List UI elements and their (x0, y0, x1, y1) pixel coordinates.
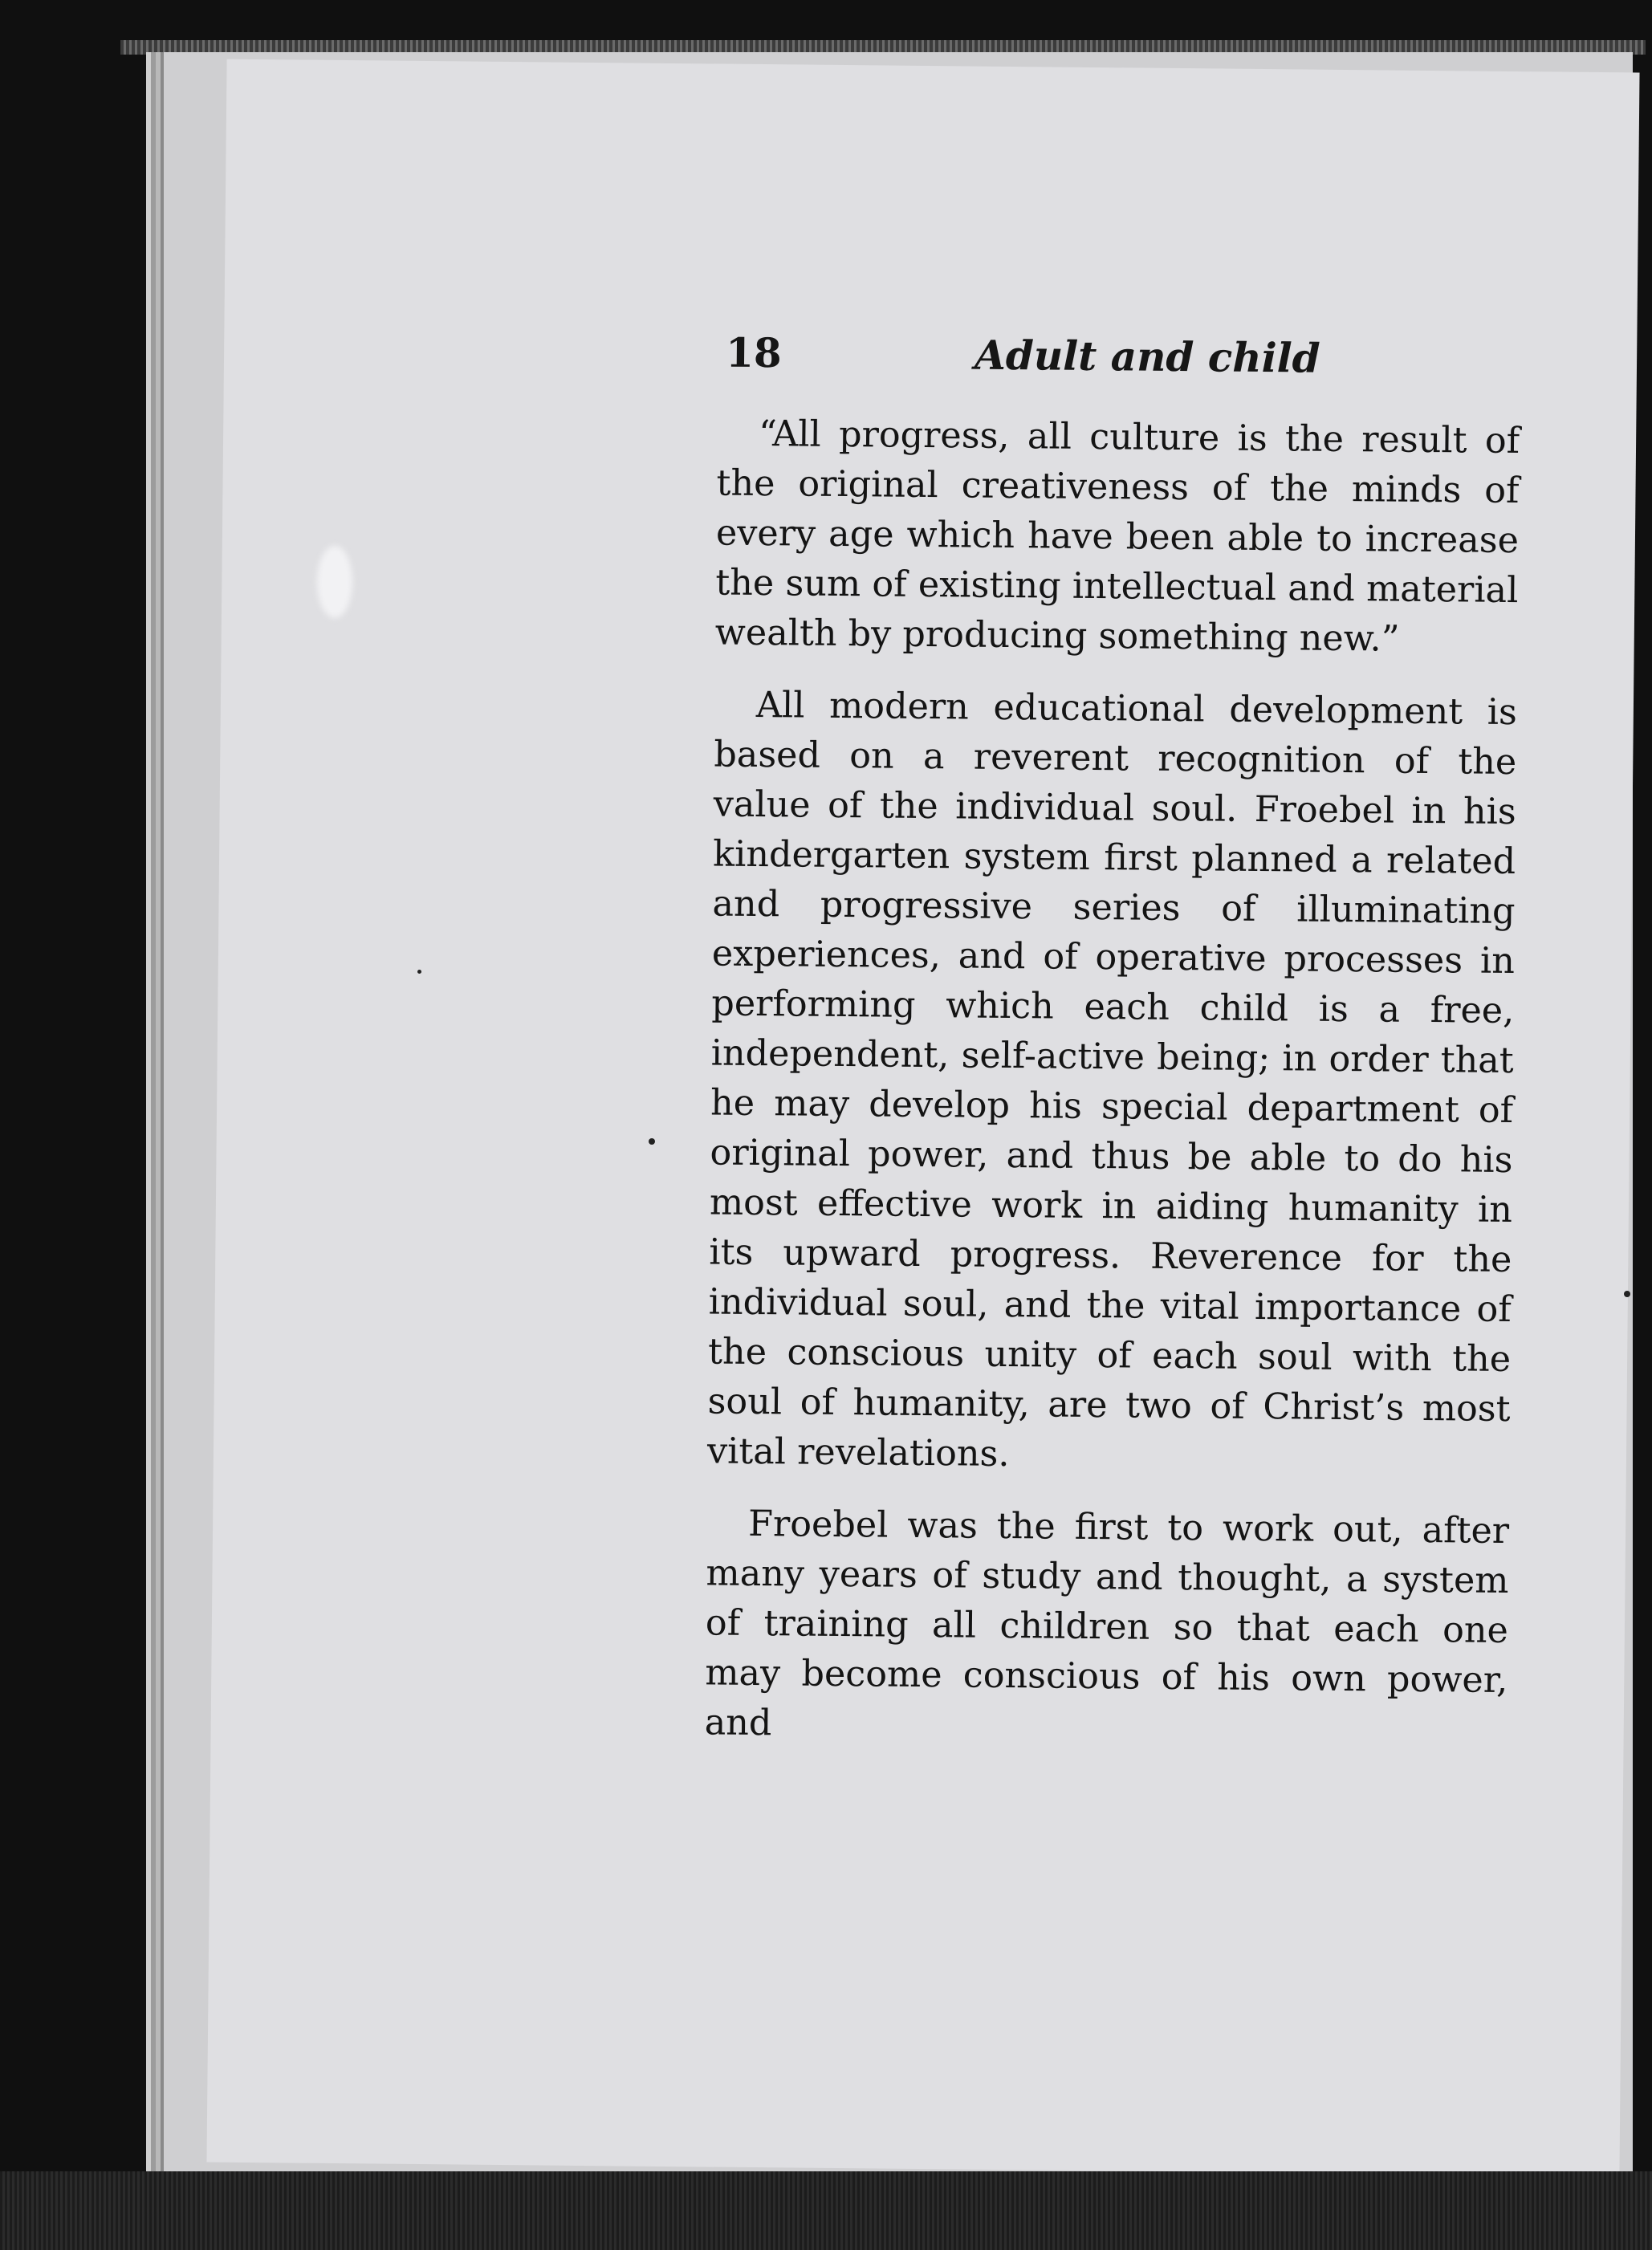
paragraph-froebel: Froebel was the first to work out, after many years of study and thought, a system of training all children so that each one may become conscious of his own power, and (704, 1503, 1510, 1744)
running-head (726, 321, 1529, 401)
book-page (206, 59, 1639, 2176)
page-number: 18 (725, 328, 783, 377)
body-text (704, 409, 1520, 1778)
scan-speck (649, 1138, 655, 1145)
scan-speck (417, 970, 421, 974)
scan-smudge (317, 546, 352, 618)
running-title: Adult and child (974, 331, 1320, 382)
scan-speck (1624, 1291, 1630, 1297)
paragraph-education: All modern educational development is based on a reverent recognition of the value of the individual soul. Froebel in his kindergarten system first planned a related and progressive series of illuminating experiences, and of operative processes in performing which each child is a free, independent, self-active being; in order that he may develop his special department of original power, and thus be able to do his most effective work in aiding humanity in its upward progress. Reverence for the individual soul, and the vital importance of the conscious unity of each soul with the soul of humanity, are two of Christ’s most vital revelations. (706, 684, 1518, 1475)
paragraph-quote: “All progress, all culture is the result of the original creativeness of the minds of every age which have been able to increase the sum of existing intellectual and material wealth by producing something new.” (714, 413, 1520, 660)
book-bottom-edge (0, 2171, 1652, 2250)
